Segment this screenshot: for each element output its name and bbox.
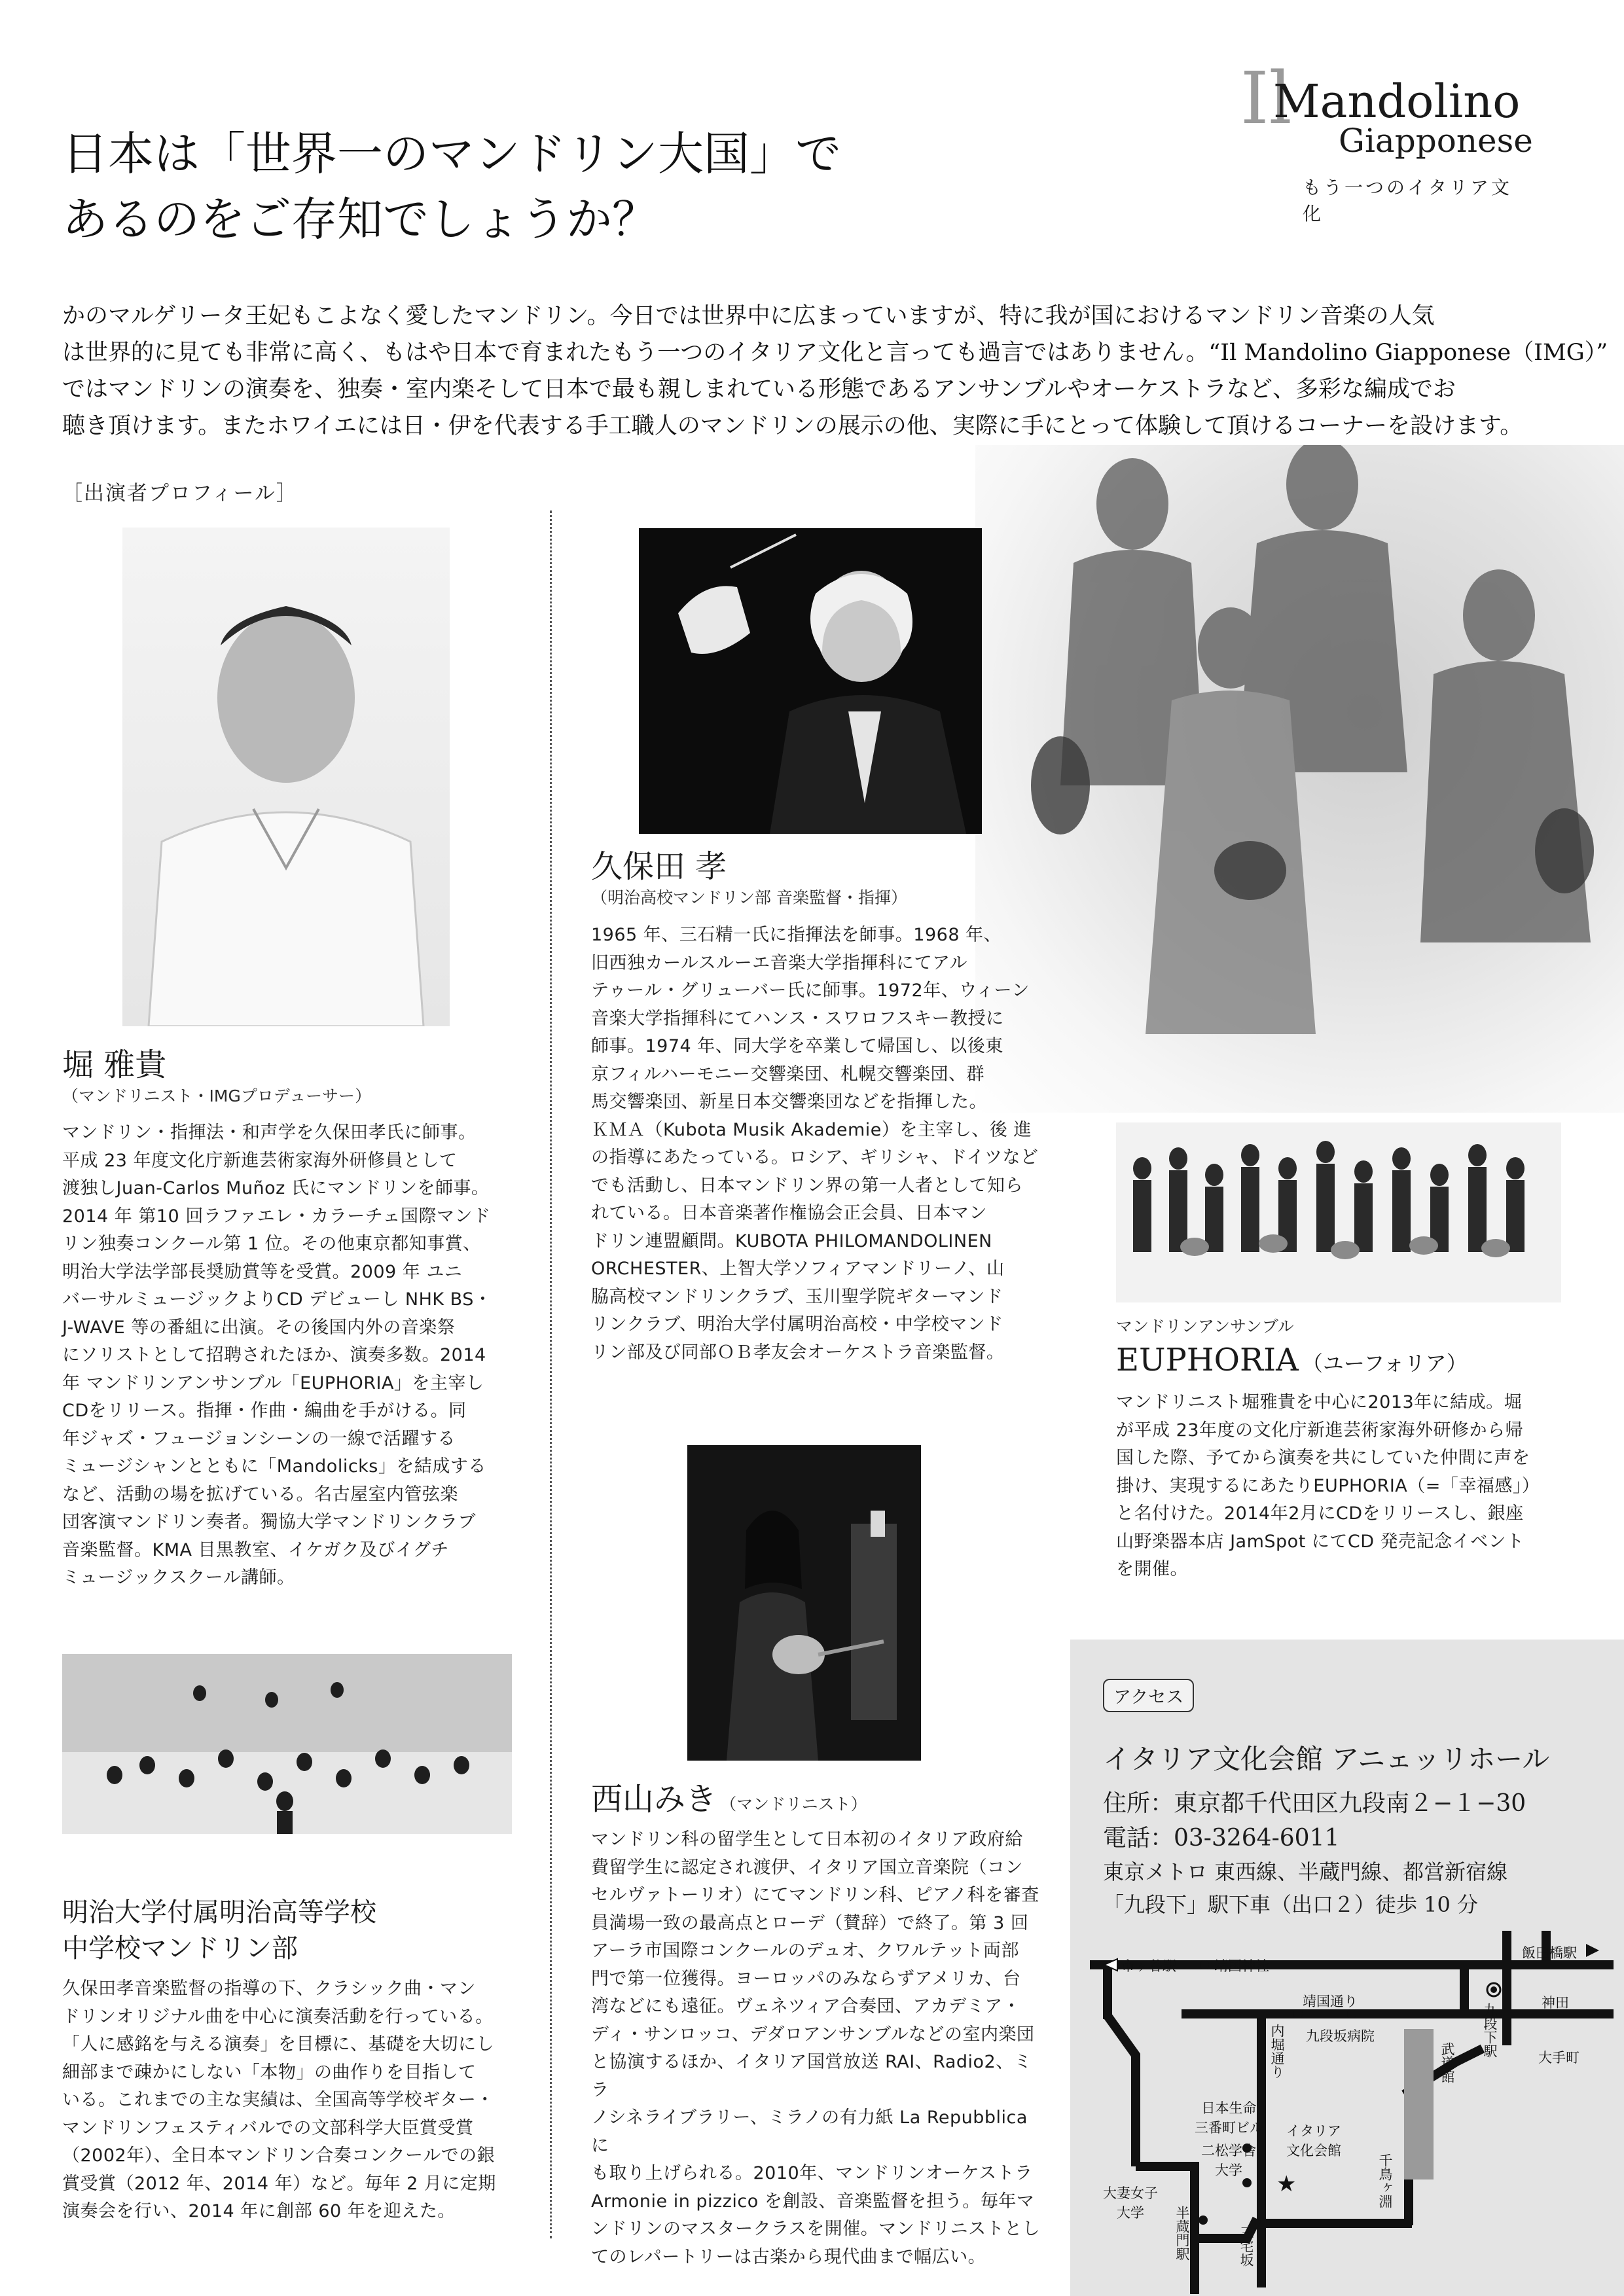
headline-line-1: 日本は「世界一のマンドリン大国」で: [62, 127, 841, 181]
hori-bio: マンドリン・指揮法・和声学を久保田孝氏に師事。 平成 23 年度文化庁新進芸術家海外研修員として 渡独しJuan-Carlos Muñoz 氏にマンドリンを師事。 2014 年 第10 回ラファエレ・カラーチェ国際マンド リン独奏コンクール第 1 位。その他東京都知事賞、 明治大学法学部長奨励賞等を受賞。2009 年 ユニ バーサルミュージックよりCD デビューし NHK BS・ J-WAVE 等の番組に出演。その後国内外の音楽祭 にソリストとして招聘されたほか、演奏多数。2014 年 マンドリンアンサンブル「EUPHORIA」を主宰し CDをリリース。指揮・作曲・編曲を手がける。同 年ジャズ・フュージョンシーンの一線で活躍する ミュージシャンとともに「Mandolicks」を結成する など、活動の場を拡げている。名古屋室内管弦楽 団客演マンドリン奏者。獨協大学マンドリンクラブ 音楽監督。KMA 目黒教室、イケガク及びイグチ ミュージックスクール講師。: [62, 1122, 492, 1588]
meiji-name: [62, 1895, 376, 1967]
euphoria-kana: （ユーフォリア）: [1301, 1351, 1468, 1376]
map-kudanshita: 九段下駅: [1482, 2003, 1498, 2058]
hori-portrait-photo: [122, 528, 450, 1026]
venue-phone: 電話：03-3264-6011: [1103, 1825, 1340, 1852]
kubota-name: 久保田 孝: [591, 848, 727, 885]
intro-line-3: ではマンドリンの演奏を、独奏・室内楽そして日本で最も親しまれている形態であるアンサンブルやオーケストラなど、多彩な編成でお: [62, 376, 1456, 403]
brand-word-giapponese: Giapponese: [1339, 122, 1533, 160]
map-ichigaya: 市ヶ谷駅: [1121, 1958, 1176, 1974]
access-badge: アクセス: [1103, 1679, 1194, 1712]
access-line-1: 東京メトロ 東西線、半蔵門線、都営新宿線: [1103, 1859, 1508, 1884]
nishiyama-header: [591, 1774, 867, 1819]
nishiyama-role: （マンドリニスト）: [720, 1795, 867, 1814]
map-otsuma: 大妻女子 大学: [1103, 2185, 1158, 2221]
section-label: ［出演者プロフィール］: [62, 482, 298, 505]
euphoria-bio: マンドリニスト堀雅貴を中心に2013年に結成。堀 が平成 23年度の文化庁新進芸術家海外研修から帰 国した際、予てから演奏を共にしていた仲間に声を 掛け、実現するにあたりEUPHORIA（=「幸福感」） と名付けた。2014年2月にCDをリリースし、銀座 山野楽器本店 JamSpot にてCD 発売記念イベント を開催。: [1116, 1392, 1540, 1579]
hori-name: 堀 雅貴: [62, 1047, 167, 1083]
hori-role: （マンドリニスト・IMGプロデューサー）: [62, 1086, 372, 1105]
map-budokan: 武道館: [1439, 2042, 1455, 2083]
kubota-bio: 1965 年、三石精一氏に指揮法を師事。1968 年、 旧西独カールスルーエ音楽大学指揮科にてアル テゥール・グリューバー氏に師事。1972年、ウィーン 音楽大学指揮科にてハンス・スワロフスキー教授に 師事。1974 年、同大学を卒業して帰国し、以後東 京フィルハーモニー交響楽団、札幌交響楽団、群 馬交響楽団、新星日本交響楽団などを指揮した。 ＫＭＡ（Kubota Musik Akademie）を主宰し、後 進 の指導にあたっている。ロシア、ギリシャ、ドイツなど でも活動し、日本マンドリン界の第一人者として知ら れている。日本音楽著作権協会正会員、日本マン ドリン連盟顧問。KUBOTA PHILOMANDOLINEN ORCHESTER、上智大学ソフィアマンドリーノ、山 脇高校マンドリンクラブ、玉川聖学院ギターマンド リンクラブ、明治大学付属明治高校・中学校マンド リン部及び同部ＯＢ孝友会オーケストラ音楽監督。: [591, 925, 1039, 1363]
access-map: [1090, 1931, 1614, 2294]
map-nihon-seimei: 日本生命 三番町ビル: [1195, 2100, 1263, 2136]
map-hanzomon: 半蔵門駅: [1174, 2206, 1190, 2261]
map-yasukuni-shrine: 靖国神社: [1214, 1958, 1269, 1974]
kubota-conductor-photo: [639, 528, 982, 834]
brand-tagline: もう一つのイタリア文化: [1303, 177, 1513, 224]
brand-word-mandolino: Mandolino: [1273, 75, 1521, 128]
euphoria-subtitle: マンドリンアンサンブル: [1116, 1317, 1294, 1336]
access-line-2: 「九段下」駅下車（出口２）徒歩 10 分: [1103, 1892, 1479, 1917]
meiji-name-line-2: 中学校マンドリン部: [62, 1933, 298, 1964]
access-panel: [1070, 1640, 1624, 2296]
intro-paragraph: [62, 298, 1608, 444]
nishiyama-name: 西山みき: [591, 1781, 717, 1818]
map-iidabashi: 飯田橋駅: [1522, 1945, 1577, 1961]
svg-text:★: ★: [1276, 2171, 1297, 2197]
vintage-mandolin-family-photo: [975, 445, 1624, 1113]
map-chidorigafuchi: 千鳥ヶ淵: [1377, 2153, 1393, 2208]
meiji-orchestra-photo: [62, 1654, 512, 1834]
map-uchibori: 内堀通り: [1269, 2024, 1285, 2079]
map-yasukuni-dori: 靖国通り: [1303, 1994, 1358, 2009]
brand-logo: [1240, 56, 1533, 224]
map-iic: イタリア 文化会館: [1286, 2123, 1341, 2159]
intro-line-2: は世界的に見ても非常に高く、もはや日本で育まれたもう一つのイタリア文化と言っても過言ではありません。“Il Mandolino Giapponese（IMG）”: [62, 340, 1608, 366]
headline: [62, 121, 841, 252]
brand-prefix: Il: [1240, 56, 1292, 140]
euphoria-title: [1116, 1342, 1468, 1378]
kubota-role: （明治高校マンドリン部 音楽監督・指揮）: [591, 888, 907, 907]
map-otemachi: 大手町: [1538, 2050, 1579, 2066]
map-sanbanzaka: 三宅坂: [1238, 2225, 1254, 2267]
nishiyama-portrait-photo: [687, 1445, 921, 1761]
euphoria-name: EUPHORIA: [1116, 1342, 1299, 1378]
column-divider: [550, 511, 552, 2238]
intro-line-1: かのマルゲリータ王妃もこよなく愛したマンドリン。今日では世界中に広まっていますが、特に我が国におけるマンドリン音楽の人気: [62, 303, 1435, 329]
nishiyama-bio: マンドリン科の留学生として日本初のイタリア政府給 費留学生に認定され渡伊、イタリア国立音楽院（コン セルヴァトーリオ）にてマンドリン科、ピアノ科を審査 員満場一致の最高点とローデ（賛辞）で終了。第 3 回 アーラ市国際コンクールのデュオ、クワルテット両部 門で第一位獲得。ヨーロッパのみならずアメリカ、台 湾などにも遠征。ヴェネツィア合奏団、アカデミア・ ディ・サンロッコ、デダロアンサンブルなどの室内楽団 と協演するほか、イタリア国営放送 RAI、Radio2、ミラ ノシネライブラリー、ミラノの有力紙 La Repubblica に も取り上げられる。2010年、マンドリンオーケストラ Armonie in pizzico を創設、音楽監督を担う。毎年マ ンドリンのマスタークラスを開催。マンドリニストとし てのレパートリーは古楽から現代曲まで幅広い。: [591, 1829, 1041, 2267]
map-nishogakusha: 二松学舎 大学: [1201, 2143, 1256, 2178]
venue-name: イタリア文化会館 アニェッリホール: [1103, 1743, 1550, 1775]
euphoria-ensemble-photo: [1116, 1122, 1561, 1302]
intro-line-4: 聴き頂けます。またホワイエには日・伊を代表する手工職人のマンドリンの展示の他、実際に手にとって体験して頂けるコーナーを設けます。: [62, 413, 1523, 439]
map-kudanzaka-hospital: 九段坂病院: [1306, 2028, 1375, 2044]
map-kanda: 神田: [1542, 1995, 1569, 2011]
meiji-name-line-1: 明治大学付属明治高等学校: [62, 1897, 376, 1928]
venue-address: 住所：東京都千代田区九段南２−１−30: [1103, 1790, 1526, 1817]
headline-line-2: あるのをご存知でしょうか？: [62, 192, 658, 246]
meiji-bio: 久保田孝音楽監督の指導の下、クラシック曲・マン ドリンオリジナル曲を中心に演奏活動を行っている。 「人に感銘を与える演奏」を目標に、基礎を大切にし 細部まで疎かにしない「本物」の曲作りを目指して いる。これまでの主な実績は、全国高等学校ギター・ マンドリンフェスティバルでの文部科学大臣賞受賞 （2002年）、全日本マンドリン合奏コンクールでの銀 賞受賞（2012 年、2014 年）など。毎年 2 月に定期 演奏会を行い、2014 年に創部 60 年を迎えた。: [62, 1979, 496, 2221]
